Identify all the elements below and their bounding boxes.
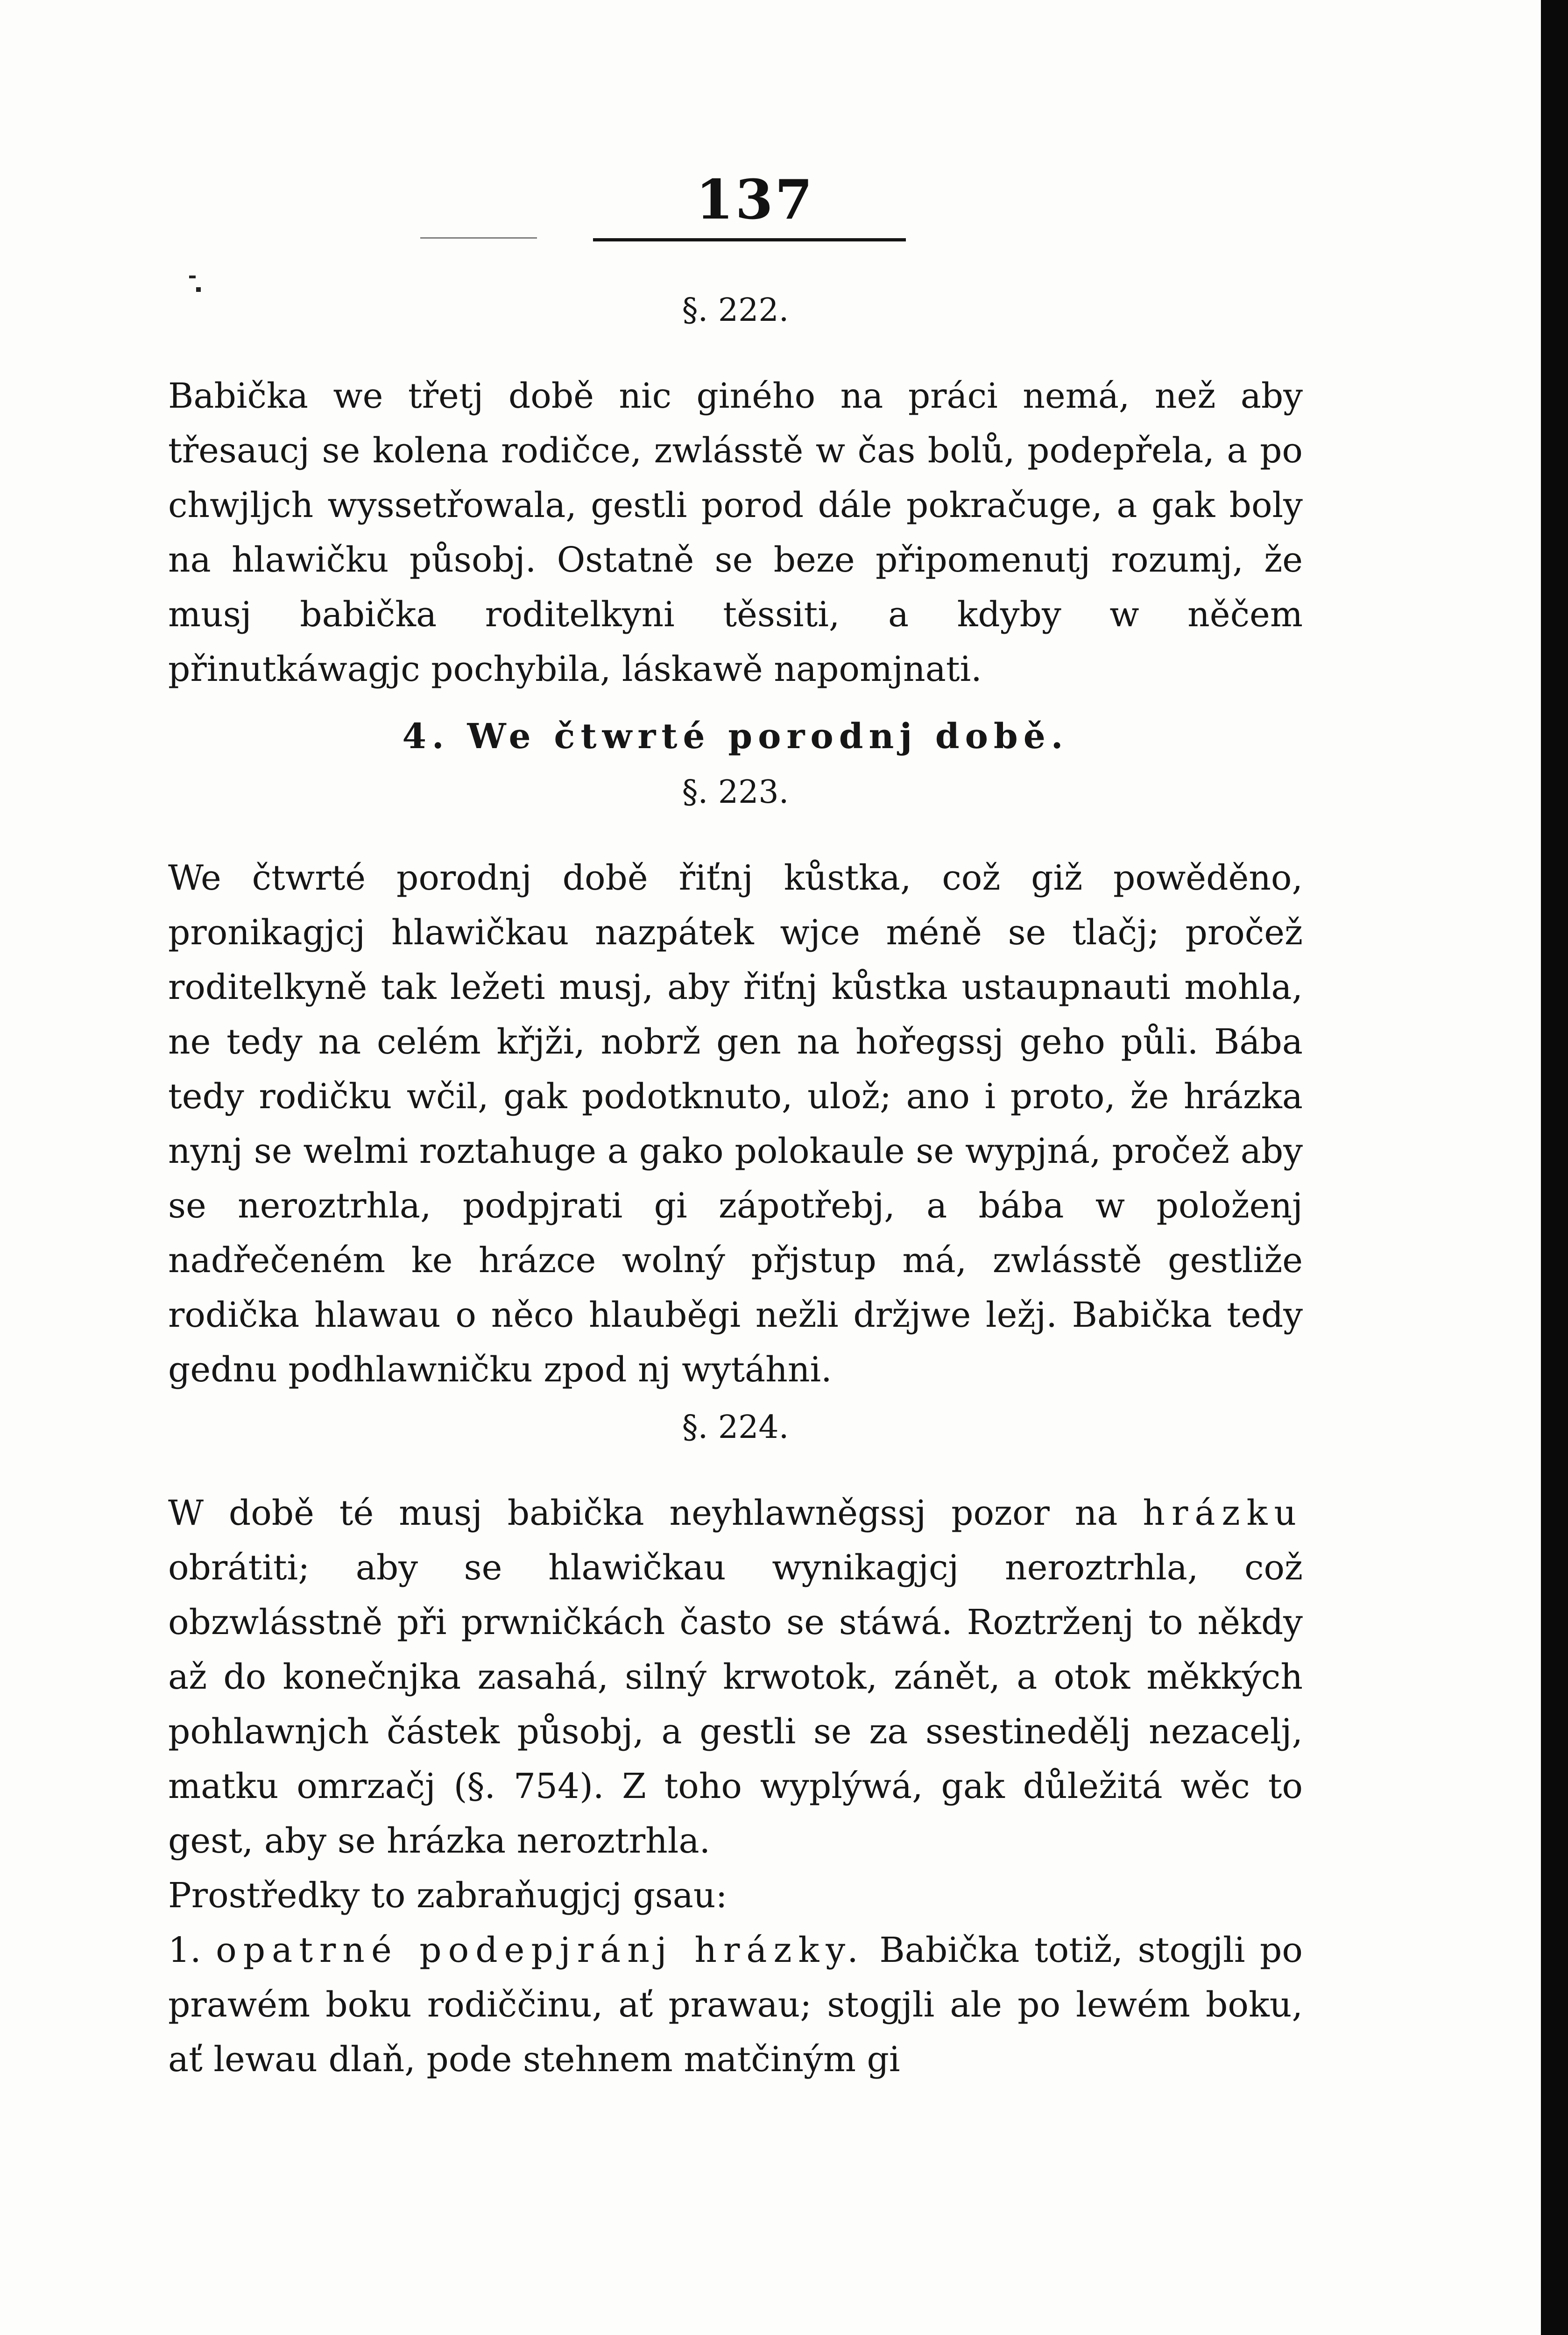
scan-speck [196,287,201,292]
emphasis-hrazka: hrázku [1143,1493,1303,1533]
list-item-number: 1. [168,1930,201,1970]
means-intro: Prostředky to zabraňugjcj gsau: [168,1875,727,1916]
heading-title: We čtwrté porodnj době. [467,716,1069,757]
header-rule [593,238,906,241]
list-item-title: opatrné podepjránj hrázky. [216,1930,865,1970]
page-body [168,280,1303,2087]
heading-number: 4. [402,716,450,757]
chapter-heading [168,706,1303,762]
scan-speck [189,276,196,278]
paragraph-224-start: W době té musj babička neyhlawněgssj pozor na [168,1493,1143,1533]
paragraph-224-end: obrátiti; aby se hlawičkau wynikagjcj neroztrhla, což obzwlásstně při prwničkách často se stáwá. Roztrženj to někdy až do konečnjka zasahá, silný krwotok, zánět, a otok měkkých pohlawnjch částek působj, a gestli se za ssestinedělj nezacelj, matku omrzačj (§. 754). Z toho wyplýwá, gak důležitá wěc to gest, aby se hrázka neroztrhla. [168,1548,1303,1861]
page-number: 137 [696,168,815,232]
section-number-224: §. 224. [682,1409,789,1446]
paragraph-223: We čtwrté porodnj době řiťnj kůstka, což giž powěděno, pronikagjcj hlawičkau nazpátek wjce méně se tlačj; pročež roditelkyně tak ležeti musj, aby řiťnj kůstka ustaupnauti mohla, ne tedy na celém křjži, nobrž gen na hořegssj geho půli. Bába tedy rodičku wčil, gak podotknuto, ulož; ano i proto, že hrázka nynj se welmi roztahuge a gako polokaule se wypjná, pročež aby se neroztrhla, podpjrati gi zápotřebj, a bába w položenj nadřečeném ke hrázce wolný přjstup má, zwlásstě gestliže rodička hlawau o něco hlauběgi nežli držjwe ležj. Babička tedy gednu podhlawničku zpod nj wytáhni. [168,858,1303,1390]
section-number-222: §. 222. [682,292,789,329]
paragraph-222: Babička we třetj době nic giného na práci nemá, než aby třesaucj se kolena rodičce, zwlásstě w čas bolů, podepřela, a po chwjljch wyssetřowala, gestli porod dále pokračuge, a gak boly na hlawičku působj. Ostatně se beze připomenutj rozumj, že musj babička roditelkyni těssiti, a kdyby w něčem přinutkáwagjc pochybila, láskawě napomjnati. [168,376,1303,689]
paragraph-224 [168,1486,1303,1868]
section-number-223: §. 223. [682,774,789,811]
faint-rule [420,237,537,239]
list-item-text: Babička totiž, stogjli po prawém boku rodiččinu, ať prawau; stogjli ale po lewém boku, ať lewau dlaň, pode stehnem matčiným gi [168,1930,1303,2080]
list-item-1 [168,1923,1303,2087]
